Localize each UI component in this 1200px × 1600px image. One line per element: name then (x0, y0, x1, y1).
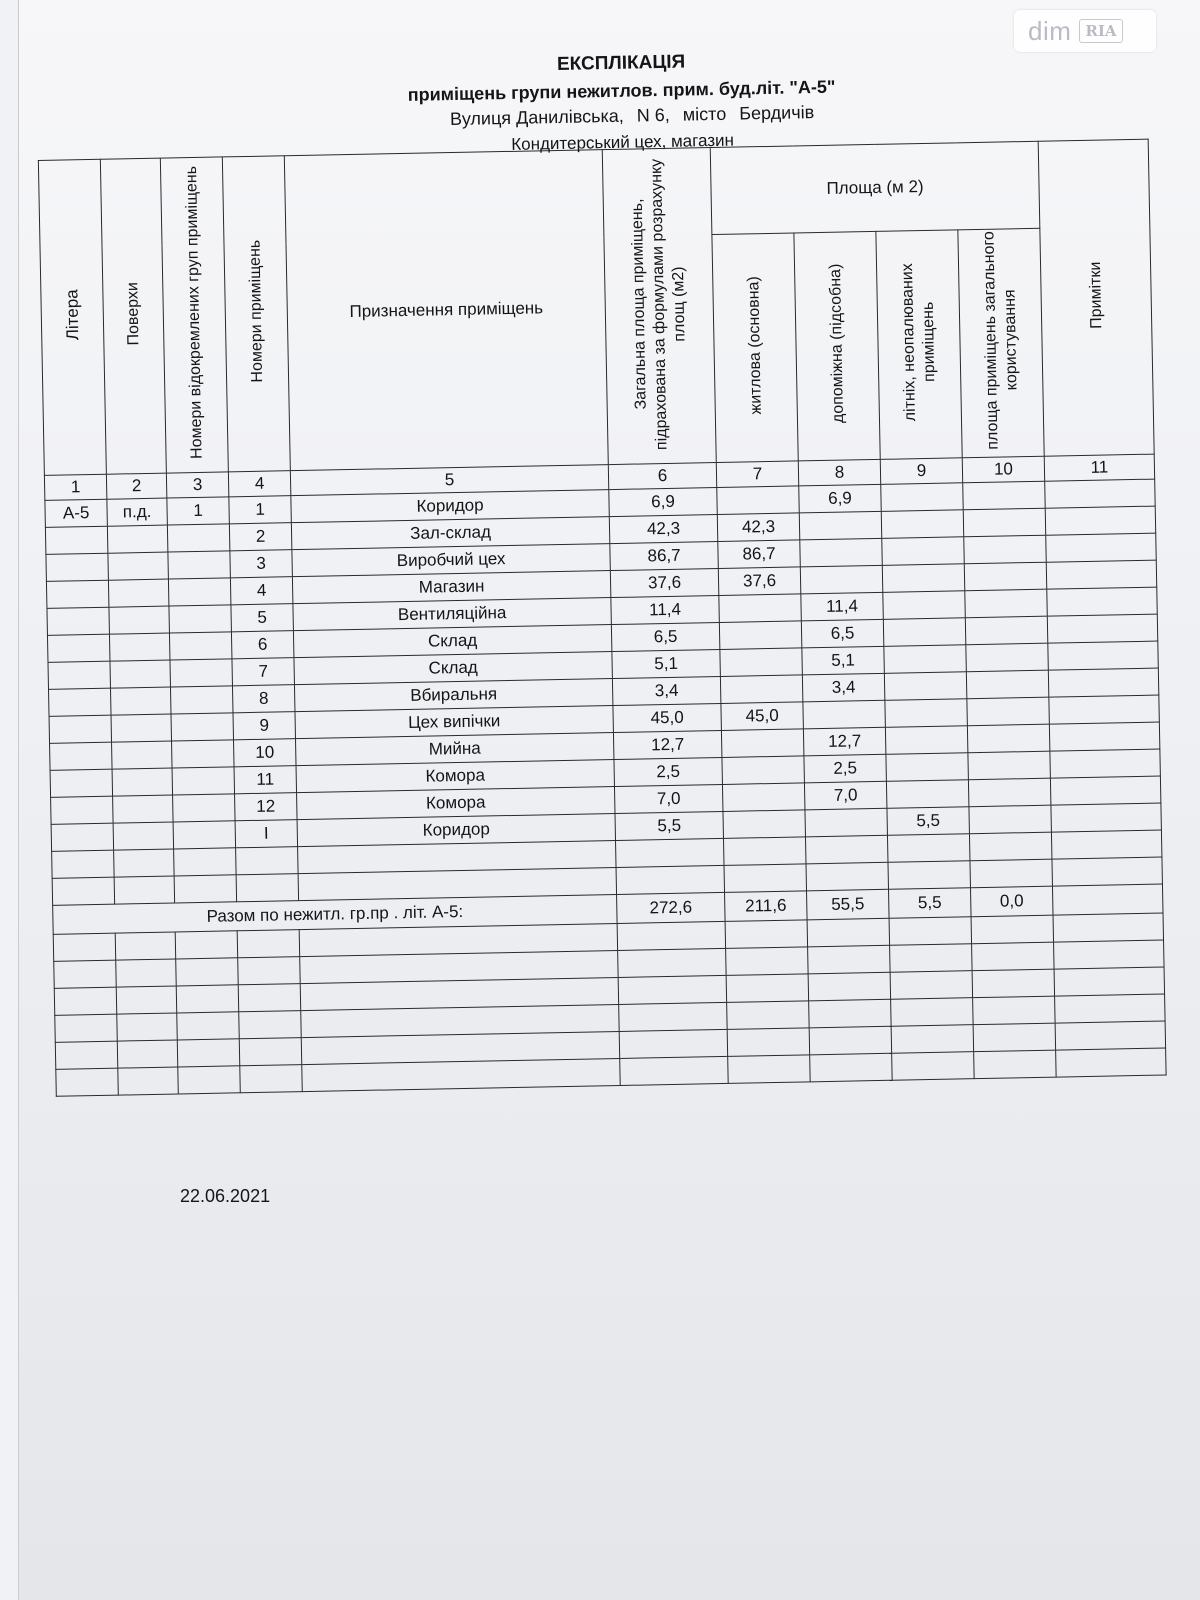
cell-floor (113, 795, 174, 823)
empty-cell (973, 1023, 1056, 1052)
column-number-cell: 3 (166, 472, 228, 498)
cell-litera (46, 553, 109, 581)
cell-summer (881, 510, 964, 539)
empty-cell (892, 1052, 975, 1081)
cell-main: 86,7 (718, 540, 801, 569)
cell-group (173, 794, 236, 822)
cell-name: Магазин (292, 571, 610, 604)
cell-summer (884, 645, 967, 674)
cell-room: 11 (234, 766, 297, 794)
cell-main: 37,6 (718, 567, 801, 596)
empty-cell (116, 959, 177, 987)
cell-group (172, 767, 235, 795)
column-number-cell: 10 (962, 456, 1044, 483)
column-number-cell: 9 (880, 458, 962, 485)
cell-aux: 5,1 (802, 646, 885, 675)
empty-cell (891, 1025, 974, 1054)
cell-litera: А-5 (45, 499, 108, 527)
cell-litera (48, 661, 111, 689)
empty-cell (972, 969, 1055, 998)
empty-cell (726, 947, 809, 976)
empty-cell (239, 1038, 302, 1066)
empty-cell (808, 972, 891, 1001)
cell-summer (888, 861, 971, 890)
cell-aux (805, 808, 888, 837)
col-header-area-group: Площа (м 2) (710, 141, 1040, 234)
column-number-cell: 2 (106, 473, 166, 499)
cell-summer (883, 618, 966, 647)
cell-summer (886, 753, 969, 782)
cell-room: 9 (233, 712, 296, 740)
document-date: 22.06.2021 (180, 1186, 271, 1206)
empty-cell (116, 986, 177, 1014)
empty-cell (176, 985, 239, 1013)
cell-aux: 7,0 (804, 781, 887, 810)
empty-cell (177, 1039, 240, 1067)
cell-litera (49, 688, 112, 716)
empty-cell (55, 1041, 118, 1069)
cell-room: 12 (235, 793, 298, 821)
empty-cell (117, 1013, 178, 1041)
cell-name: Коридор (297, 814, 615, 847)
address-number: N 6, (636, 104, 670, 126)
cell-note (1048, 641, 1158, 670)
cell-floor (109, 606, 170, 634)
cell-group: 1 (167, 497, 230, 525)
empty-cell (56, 1068, 119, 1096)
empty-cell (619, 1029, 727, 1058)
cell-name: Вбиральня (294, 679, 612, 712)
cell-room: 2 (229, 523, 292, 551)
cell-litera (50, 742, 113, 770)
cell-aux (806, 862, 889, 891)
cell-summer (882, 537, 965, 566)
cell-main: 42,3 (717, 513, 800, 542)
cell-group (169, 632, 232, 660)
col-header-main-area: житлова (основна) (712, 233, 798, 463)
cell-note (1045, 506, 1155, 535)
cell-main: 45,0 (721, 702, 804, 731)
cell-floor (111, 714, 172, 742)
cell-litera (52, 850, 115, 878)
cell-common (968, 751, 1051, 780)
cell-name: Вентиляційна (293, 598, 611, 631)
cell-common (967, 697, 1050, 726)
empty-cell (1054, 940, 1164, 969)
cell-floor (112, 741, 173, 769)
cell-note (1052, 857, 1162, 886)
col-header-common-area: площа приміщень загального користування (958, 228, 1044, 458)
empty-cell (725, 920, 808, 949)
col-header-purpose: Призначення приміщень (284, 150, 608, 471)
cell-summer (881, 483, 964, 512)
cell-summer (885, 699, 968, 728)
cell-main (722, 783, 805, 812)
cell-total: 2,5 (614, 757, 722, 786)
cell-main (720, 675, 803, 704)
column-number-cell: 1 (44, 474, 106, 500)
cell-total: 12,7 (613, 730, 721, 759)
cell-floor (113, 822, 174, 850)
empty-cell (618, 948, 726, 977)
col-header-litera: Літера (38, 159, 106, 475)
table-body (45, 479, 1166, 1096)
cell-room: 3 (230, 550, 293, 578)
cell-main (724, 864, 807, 893)
cell-common (968, 778, 1051, 807)
cell-common (970, 859, 1053, 888)
cell-name: Склад (293, 625, 611, 658)
cell-aux: 6,5 (801, 619, 884, 648)
address-city: Бердичів (739, 102, 815, 124)
cell-group (168, 551, 231, 579)
cell-litera (52, 877, 115, 905)
cell-name: Виробчий цех (292, 544, 610, 577)
empty-cell (891, 998, 974, 1027)
cell-aux: 3,4 (802, 673, 885, 702)
empty-cell (237, 930, 300, 958)
explication-table (38, 139, 1167, 1097)
cell-note (1046, 533, 1156, 562)
cell-common (964, 562, 1047, 591)
cell-name: Коридор (291, 490, 609, 523)
cell-room: 4 (230, 577, 293, 605)
column-number-cell: 7 (716, 461, 798, 488)
total-total: 272,6 (617, 892, 726, 923)
cell-aux (803, 700, 886, 729)
column-number-cell: 5 (290, 465, 608, 496)
cell-group (169, 605, 232, 633)
empty-cell (619, 1002, 727, 1031)
cell-total: 37,6 (610, 568, 718, 597)
cell-litera (47, 607, 110, 635)
cell-room: 7 (232, 658, 295, 686)
empty-cell (1054, 967, 1164, 996)
cell-main (723, 837, 806, 866)
cell-main (721, 729, 804, 758)
cell-name: Комора (297, 787, 615, 820)
empty-cell (727, 1001, 810, 1030)
cell-common (966, 670, 1049, 699)
cell-note (1047, 587, 1157, 616)
total-common: 0,0 (970, 886, 1053, 917)
cell-group (168, 578, 231, 606)
cell-total (616, 865, 724, 894)
cell-floor (110, 687, 171, 715)
cell-room (236, 874, 299, 902)
cell-summer (885, 726, 968, 755)
cell-main (720, 648, 803, 677)
cell-name: Мийна (295, 733, 613, 766)
cell-note (1045, 479, 1155, 508)
cell-floor: п.д. (107, 498, 168, 526)
cell-common (969, 805, 1052, 834)
cell-main (717, 486, 800, 515)
total-summer: 5,5 (889, 888, 972, 919)
address-city-label: місто (682, 103, 727, 125)
cell-litera (51, 823, 114, 851)
empty-cell (115, 932, 176, 960)
cell-total: 45,0 (613, 703, 721, 732)
cell-note (1051, 803, 1161, 832)
empty-cell (238, 984, 301, 1012)
cell-total: 42,3 (609, 515, 717, 544)
cell-floor (114, 849, 175, 877)
empty-cell (973, 996, 1056, 1025)
cell-litera (45, 526, 108, 554)
cell-litera (46, 580, 109, 608)
cell-room: 1 (229, 496, 292, 524)
cell-room: I (235, 820, 298, 848)
cell-total: 11,4 (611, 595, 719, 624)
document-title: ЕКСПЛІКАЦІЯ (556, 51, 686, 75)
cell-room: 10 (234, 739, 297, 767)
empty-cell (238, 957, 301, 985)
cell-common (963, 508, 1046, 537)
empty-cell (727, 1028, 810, 1057)
empty-cell (1055, 994, 1165, 1023)
cell-main (719, 594, 802, 623)
cell-floor (107, 525, 168, 553)
cell-aux: 6,9 (799, 484, 882, 513)
cell-total: 7,0 (614, 784, 722, 813)
empty-cell (55, 1014, 118, 1042)
empty-cell (890, 944, 973, 973)
empty-cell (808, 945, 891, 974)
empty-cell (1053, 913, 1163, 942)
cell-litera (50, 769, 113, 797)
cell-name: Комора (296, 760, 614, 793)
cell-total: 86,7 (610, 541, 718, 570)
cell-summer (882, 564, 965, 593)
empty-cell (240, 1065, 303, 1093)
cell-room: 8 (232, 685, 295, 713)
total-aux: 55,5 (807, 889, 890, 920)
empty-cell (620, 1056, 728, 1085)
column-number-cell: 8 (798, 459, 880, 486)
empty-cell (1055, 1021, 1165, 1050)
cell-summer: 5,5 (887, 807, 970, 836)
cell-total: 6,9 (609, 488, 717, 517)
empty-cell (117, 1040, 178, 1068)
cell-note (1050, 749, 1160, 778)
cell-note (1049, 722, 1159, 751)
empty-cell (974, 1050, 1057, 1079)
cell-common (966, 643, 1049, 672)
cell-group (167, 524, 230, 552)
empty-cell (1056, 1048, 1166, 1077)
cell-floor (108, 579, 169, 607)
empty-cell (176, 958, 239, 986)
cell-aux: 12,7 (803, 727, 886, 756)
cell-common (965, 616, 1048, 645)
cell-room: 5 (231, 604, 294, 632)
cell-note (1048, 668, 1158, 697)
empty-cell (239, 1011, 302, 1039)
cell-floor (108, 552, 169, 580)
cell-litera (49, 715, 112, 743)
total-note (1052, 884, 1163, 915)
total-label: Разом по нежитл. гр.пр . літ. А-5: (53, 895, 617, 935)
empty-cell (807, 918, 890, 947)
cell-total: 6,5 (611, 622, 719, 651)
cell-note (1046, 560, 1156, 589)
cell-note (1049, 695, 1159, 724)
cell-common (964, 535, 1047, 564)
cell-group (173, 821, 236, 849)
cell-summer (886, 780, 969, 809)
cell-room (236, 847, 299, 875)
cell-aux: 2,5 (804, 754, 887, 783)
cell-note (1051, 830, 1161, 859)
empty-cell (618, 975, 726, 1004)
cell-summer (887, 834, 970, 863)
address-street: Вулиця Данилівська, (449, 105, 624, 130)
cell-aux: 11,4 (801, 592, 884, 621)
cell-summer (883, 591, 966, 620)
cell-group (174, 875, 237, 903)
col-header-summer-area: літніх, неопалюваних приміщень (876, 230, 962, 460)
cell-note (1050, 776, 1160, 805)
cell-total: 3,4 (612, 676, 720, 705)
cell-floor (109, 633, 170, 661)
empty-cell (809, 1026, 892, 1055)
empty-cell (972, 942, 1055, 971)
total-main: 211,6 (725, 891, 808, 922)
cell-litera (51, 796, 114, 824)
cell-room: 6 (231, 631, 294, 659)
cell-summer (884, 672, 967, 701)
cell-floor (112, 768, 173, 796)
cell-floor (110, 660, 171, 688)
watermark-ria-logo: RIA (1079, 19, 1122, 43)
empty-cell (971, 915, 1054, 944)
column-number-cell: 4 (228, 471, 290, 497)
cell-group (170, 686, 233, 714)
cell-total: 5,5 (615, 811, 723, 840)
cell-aux (799, 511, 882, 540)
cell-common (969, 832, 1052, 861)
cell-common (967, 724, 1050, 753)
col-header-room-numbers: Номери приміщень (222, 156, 290, 472)
empty-cell (809, 999, 892, 1028)
cell-aux (805, 835, 888, 864)
watermark-dim-text: dim (1028, 15, 1072, 46)
empty-cell (54, 960, 117, 988)
cell-aux (800, 565, 883, 594)
empty-cell (302, 1058, 620, 1091)
empty-cell (53, 933, 116, 961)
cell-main (723, 810, 806, 839)
cell-floor (114, 876, 175, 904)
col-header-notes: Примітки (1038, 139, 1154, 456)
cell-group (174, 848, 237, 876)
cell-name: Зал-склад (291, 517, 609, 550)
cell-name: Цех випічки (295, 706, 613, 739)
cell-common (963, 481, 1046, 510)
empty-cell (726, 974, 809, 1003)
cell-common (965, 589, 1048, 618)
document-purpose: Кондитерський цех, магазин (511, 130, 735, 154)
empty-cell (178, 1066, 241, 1094)
col-header-aux-area: допоміжна (підсобна) (794, 231, 880, 461)
cell-aux (800, 538, 883, 567)
empty-cell (54, 987, 117, 1015)
cell-total (616, 838, 724, 867)
col-header-groups: Номери відокремлених груп приміщень (160, 157, 228, 473)
empty-cell (890, 971, 973, 1000)
cell-group (171, 713, 234, 741)
empty-cell (889, 917, 972, 946)
cell-note (1047, 614, 1157, 643)
cell-litera (47, 634, 110, 662)
col-header-total-area: Загальна площа приміщень, підрахована за формулами розрахунку площ (м2) (602, 148, 716, 465)
cell-main (719, 621, 802, 650)
column-number-cell: 6 (608, 463, 716, 490)
empty-cell (177, 1012, 240, 1040)
empty-cell (617, 921, 725, 950)
cell-main (722, 756, 805, 785)
cell-group (170, 659, 233, 687)
cell-total: 5,1 (612, 649, 720, 678)
document-subtitle: приміщень групи нежитлов. прим. буд.літ. "А-5" (407, 76, 836, 105)
column-number-cell: 11 (1044, 454, 1154, 481)
empty-cell (118, 1067, 179, 1095)
cell-group (172, 740, 235, 768)
empty-cell (810, 1053, 893, 1082)
empty-cell (175, 931, 238, 959)
explication-sheet (36, 42, 1188, 1203)
empty-cell (728, 1055, 811, 1084)
col-header-floors: Поверхи (100, 158, 166, 474)
cell-name: Склад (294, 652, 612, 685)
